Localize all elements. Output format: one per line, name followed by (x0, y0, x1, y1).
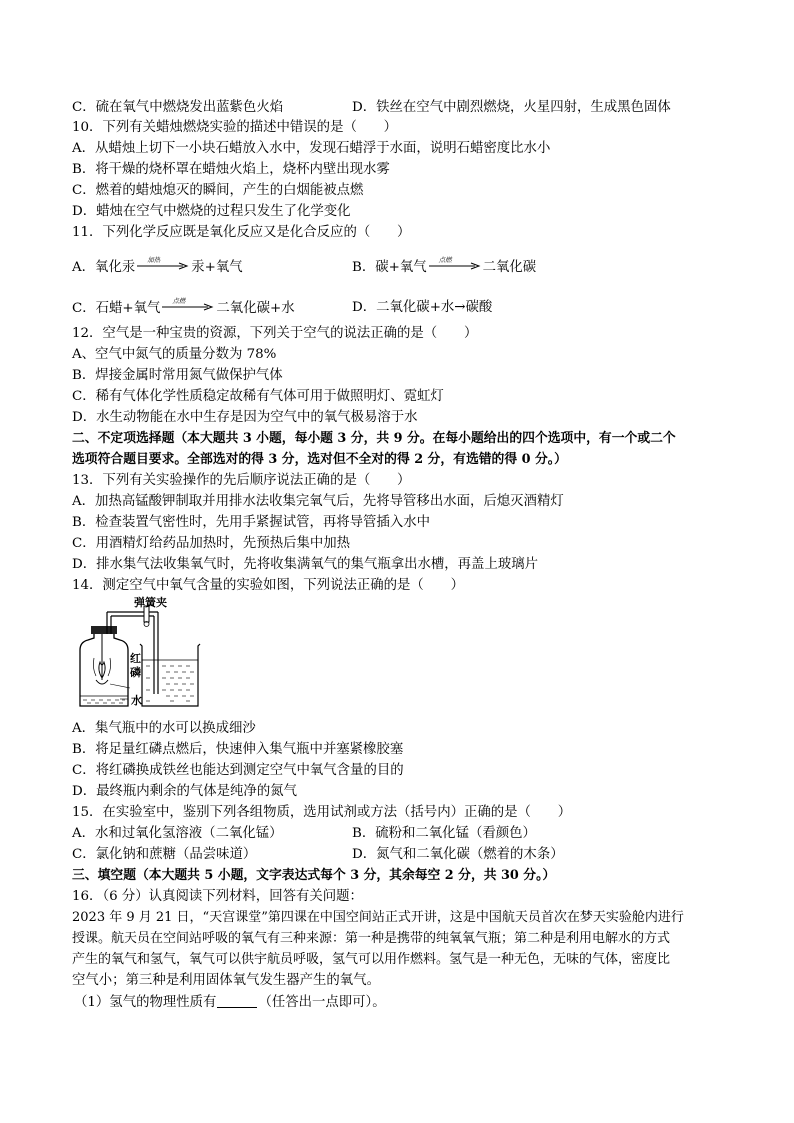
q10-stem: 10．下列有关蜡烛燃烧实验的描述中错误的是（ ） (72, 120, 398, 135)
q16-subquestion-1: （1）氢气的物理性质有 （任答出一点即可）。 (74, 995, 386, 1010)
q11-stem: 11．下列化学反应既是氧化反应又是化合反应的（ ） (72, 225, 411, 240)
q11-option-b: B．碳+氧气 点燃 二氧化碳 (352, 256, 537, 275)
q12-option-a: A、空气中氮气的质量分数为 78% (72, 347, 277, 362)
q10-option-a: A．从蜡烛上切下一小块石蜡放入水中，发现石蜡浮于水面，说明石蜡密度比水小 (72, 141, 551, 156)
q12-stem: 12．空气是一种宝贵的资源，下列关于空气的说法正确的是（ ） (72, 326, 478, 341)
q13-option-c: C．用酒精灯给药品加热时，先预热后集中加热 (72, 536, 351, 551)
reaction-arrow-icon: 点燃 (162, 299, 214, 313)
section-2-heading: 二、不定项选择题（本大题共 3 小题，每小题 3 分，共 9 分。在每小题给出的四个选项中，有一个或二个 (72, 431, 676, 446)
q14-option-c: C．将红磷换成铁丝也能达到测定空气中氧气含量的目的 (72, 763, 404, 778)
q13-stem: 13．下列有关实验操作的先后顺序说法正确的是（ ） (72, 473, 411, 488)
q12-option-d: D．水生动物能在水中生存是因为空气中的氧气极易溶于水 (72, 410, 418, 425)
apparatus-diagram (72, 598, 212, 710)
q15-option-b: B．硫粉和二氧化锰（看颜色） (352, 826, 536, 841)
label-spring-clip: 弹簧夹 (134, 596, 167, 609)
q15-option-d: D．氮气和二氧化碳（燃着的木条） (352, 847, 564, 862)
reaction-arrow-icon: 加热 (137, 258, 189, 272)
q10-option-b: B．将干燥的烧杯罩在蜡烛火焰上，烧杯内壁出现水雾 (72, 162, 390, 177)
q13-option-a: A．加热高锰酸钾制取并用排水法收集完氧气后，先将导管移出水面，后熄灭酒精灯 (72, 494, 564, 509)
q10-option-d: D．蜡烛在空气中燃烧的过程只发生了化学变化 (72, 204, 351, 219)
q15-option-a: A．水和过氧化氢溶液（二氧化锰） (72, 826, 283, 841)
label-red-phosphorus-2: 磷 (130, 666, 141, 679)
q15-stem: 15．在实验室中，鉴别下列各组物质，选用试剂或方法（括号内）正确的是（ ） (72, 805, 572, 820)
q10-option-c: C．燃着的蜡烛熄灭的瞬间，产生的白烟能被点燃 (72, 183, 364, 198)
q11-option-c: C．石蜡+氧气 点燃 二氧化碳+水 (72, 297, 295, 316)
q14-stem: 14．测定空气中氧气含量的实验如图，下列说法正确的是（ ） (72, 578, 464, 593)
section-2-instructions: 选项符合题目要求。全部选对的得 3 分，选对但不全对的得 2 分，有选错的得 0 分。） (72, 452, 567, 467)
answer-blank[interactable] (217, 994, 257, 1008)
q16-material-line-2: 授课。航天员在空间站呼吸的氧气有三种来源：第一种是携带的纯氧氧气瓶；第二种是利用电解水的方式 (72, 931, 671, 946)
q16-material-line-3: 产生的氧气和氢气，氧气可以供宇航员呼吸，氢气可以用作燃料。氢气是一种无色，无味的气体，密度比 (72, 952, 671, 967)
q14-option-b: B．将足量红磷点燃后，快速伸入集气瓶中并塞紧橡胶塞 (72, 742, 404, 757)
q11-option-a: A．氧化汞 加热 汞+氧气 (72, 256, 243, 275)
q13-option-b: B．检查装置气密性时，先用手紧握试管，再将导管插入水中 (72, 515, 430, 530)
oxygen-content-apparatus-figure (72, 598, 212, 710)
q16-material-line-4: 空气小；第三种是利用固体氧气发生器产生的氧气。 (72, 973, 380, 988)
reaction-arrow-icon: 点燃 (429, 258, 481, 272)
q15-option-c: C．氯化钠和蔗糖（品尝味道） (72, 847, 257, 862)
q11-option-d: D．二氧化碳+水→碳酸 (352, 300, 493, 315)
section-3-heading: 三、填空题（本大题共 5 小题，文字表达式每个 3 分，其余每空 2 分，共 30 分。） (72, 868, 556, 883)
label-water: 水 (131, 694, 142, 707)
q16-stem: 16．（6 分）认真阅读下列材料，回答有关问题： (72, 889, 363, 904)
q14-option-a: A．集气瓶中的水可以换成细沙 (72, 721, 256, 736)
q13-option-d: D．排水集气法收集氧气时，先将收集满氧气的集气瓶拿出水槽，再盖上玻璃片 (72, 557, 539, 572)
q12-option-c: C．稀有气体化学性质稳定故稀有气体可用于做照明灯、霓虹灯 (72, 389, 444, 404)
q9-option-d: D．铁丝在空气中剧烈燃烧，火星四射，生成黑色固体 (352, 100, 671, 115)
label-red-phosphorus-1: 红 (130, 652, 141, 665)
q16-material-line-1: 2023 年 9 月 21 日，“天宫课堂”第四课在中国空间站正式开讲，这是中国航天员首次在梦天实验舱内进行 (72, 910, 684, 925)
q12-option-b: B．焊接金属时常用氮气做保护气体 (72, 368, 283, 383)
q9-option-c: C．硫在氧气中燃烧发出蓝紫色火焰 (72, 100, 284, 115)
q14-option-d: D．最终瓶内剩余的气体是纯净的氮气 (72, 784, 297, 799)
